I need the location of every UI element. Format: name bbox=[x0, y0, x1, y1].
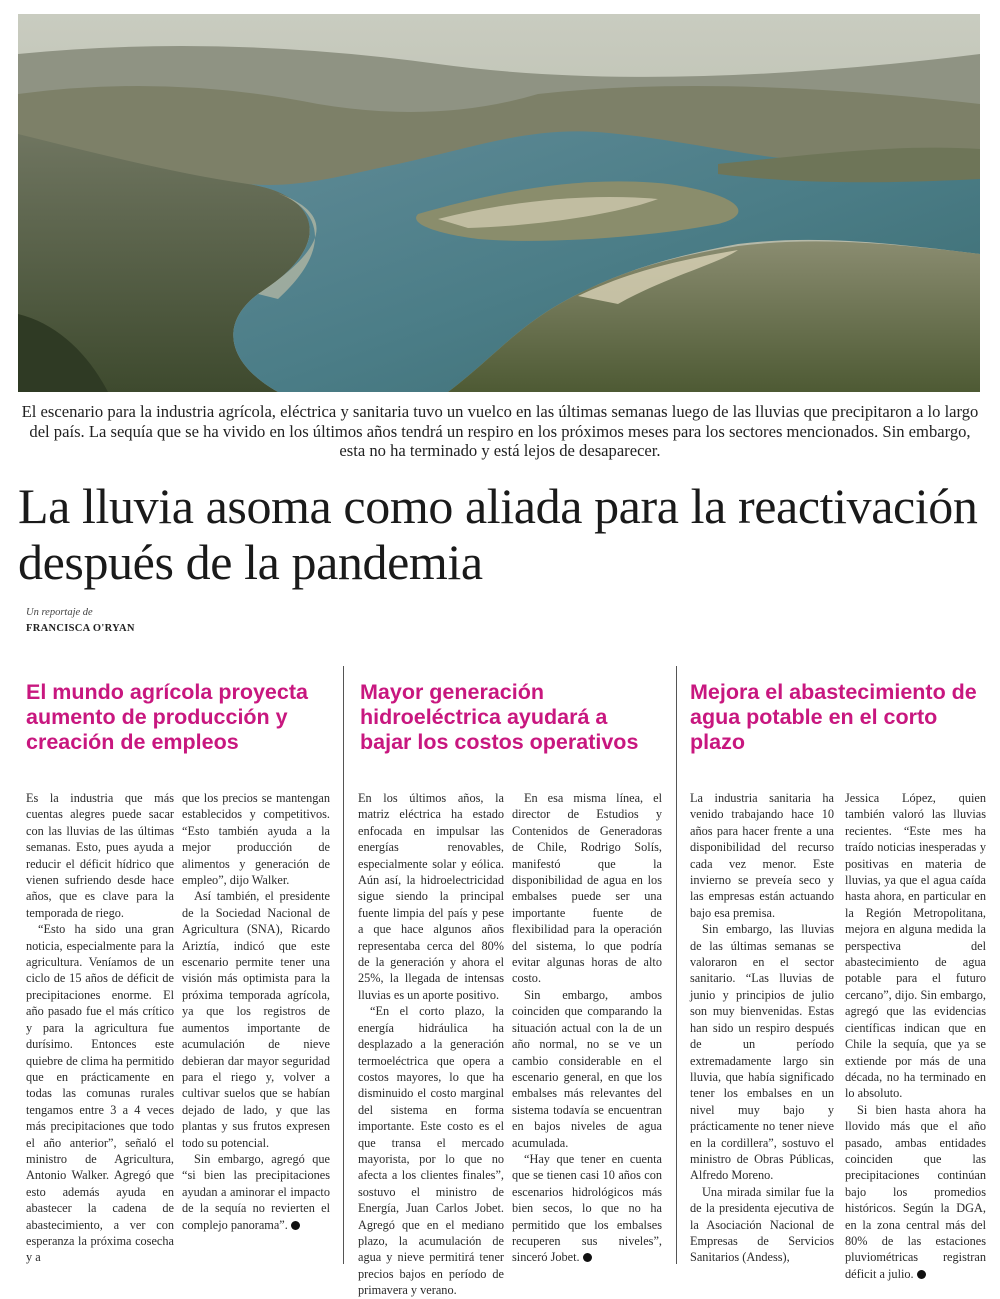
reservoir-photo-illustration bbox=[18, 14, 980, 392]
photo-caption: El escenario para la industria agrícola, eléctrica y sanitaria tuvo un vuelco en las últimas semanas luego de las lluvias que precipitaron a lo largo del país. La sequía que se ha vivido en los últimos años tendrá un respiro en los próximos meses para los sectores mencionados. Sin embargo, esta no ha terminado y está lejos de desaparecer. bbox=[21, 402, 979, 461]
section-heading-agriculture: El mundo agrícola proyecta aumento de producción y creación de empleos bbox=[26, 680, 308, 754]
paragraph-end bbox=[512, 1151, 662, 1266]
column-divider bbox=[343, 666, 344, 1264]
paragraph: Sin embargo, ambos coinciden que comparando la situación actual con la de un año normal, no se ve un cambio considerable en el escenario general, en que los embalses más relevantes del sistema todavía se encuentran en bajos niveles de agua acumulada. bbox=[512, 987, 662, 1150]
end-mark-icon bbox=[291, 1221, 300, 1230]
paragraph: En esa misma línea, el director de Estudios y Contenidos de Generadoras de Chile, Rodrigo Solís, manifestó que la disponibilidad de agua en los embalses puede ser una importante fuente de flexibilidad para la operación del sistema, lo que podría evitar algunas horas de alto costo. bbox=[512, 791, 662, 986]
paragraph: “Esto ha sido una gran noticia, especialmente para la agricultura. Veníamos de un ciclo de 15 años de déficit de precipitaciones enorme. El año pasado fue el más crítico y para la agricultura fue durísimo. Entonces este quiebre de clima ha permitido que en prácticamente en todas las comunas rurales tengamos entre 3 a 4 veces más precipitaciones que todo el año anterior”, señaló el ministro de Agricultura, Antonio Walker. Agregó que esto además ayuda en abastecer la cadena de abastecimiento, a ver con esperanza la próxima cosecha y a bbox=[26, 922, 174, 1265]
reservoir-aerial-photo bbox=[18, 14, 980, 392]
paragraph-end bbox=[182, 1151, 330, 1233]
article-column bbox=[512, 790, 662, 1265]
article-column bbox=[358, 790, 504, 1298]
section-heading-water: Mejora el abastecimiento de agua potable en el corto plazo bbox=[690, 680, 977, 754]
paragraph-text: Sin embargo, agregó que “si bien las precipitaciones ayudan a aminorar el impacto de la sequía no revierten el complejo panorama”. bbox=[182, 1151, 330, 1232]
article-column bbox=[690, 790, 834, 1265]
paragraph: Así también, el presidente de la Sociedad Nacional de Agricultura (SNA), Ricardo Ariztía, indicó que este escenario permite tener una visión más optimista para la próxima temporada agrícola, ya que los registros de aumentos importante de acumulación de nieve debieran dar mayor seguridad para el riego y, volver a cultivar suelos que se habían dejado de lado, y que las plantas y sus frutos expresen todo su potencial. bbox=[182, 889, 330, 1150]
byline-author: FRANCISCA O'RYAN bbox=[26, 623, 135, 634]
end-mark-icon bbox=[917, 1270, 926, 1279]
paragraph: Es la industria que más cuentas alegres puede sacar con las lluvias de las últimas semanas. Esto, pues ayuda a reducir el déficit hídrico que vienen sufriendo desde hace años, que es clave para la temporada de riego. bbox=[26, 791, 174, 920]
article-column bbox=[26, 790, 174, 1265]
end-mark-icon bbox=[583, 1253, 592, 1262]
byline-intro: Un reportaje de bbox=[26, 607, 93, 618]
paragraph: Sin embargo, las lluvias de las últimas semanas se valoraron en el sector sanitario. “Las lluvias de junio y principios de julio son muy bienvenidas. Estas han sido un respiro después de un período extremadamente largo sin lluvia, que había significado tener los embalses en un nivel muy bajo y prácticamente no tener nieve en la cordillera”, sostuvo el ministro de Obras Públicas, Alfredo Moreno. bbox=[690, 922, 834, 1183]
paragraph: que los precios se mantengan establecidos y competitivos. “Esto también ayuda a la mejor producción de alimentos y generación de empleo”, dijo Walker. bbox=[182, 791, 330, 888]
paragraph-text: “Hay que tener en cuenta que se tienen casi 10 años con escenarios hidrológicos más bien secos, lo que no ha permitido que los embalses recuperen sus niveles”, sinceró Jobet. bbox=[512, 1151, 662, 1265]
paragraph-end bbox=[845, 1102, 986, 1282]
paragraph: La industria sanitaria ha venido trabajando hace 10 años para hacer frente a una disponibilidad del recurso cada vez menor. Este invierno se preveía seco y las empresas están actuando bajo esa premisa. bbox=[690, 791, 834, 920]
article-column bbox=[845, 790, 986, 1281]
headline: La lluvia asoma como aliada para la reactivación después de la pandemia bbox=[18, 478, 978, 590]
paragraph: Jessica López, quien también valoró las lluvias recientes. “Este mes ha traído noticias inesperadas y positivas en materia de lluvias, ya que el agua caída hasta ahora, en particular en la Región Metropolitana, mejora en alguna medida la perspectiva del abastecimiento de agua potable para el futuro cercano”, dijo. Sin embargo, agregó que las evidencias científicas indican que en Chile la sequía, que ya se extiende por más de una década, no ha terminado en lo absoluto. bbox=[845, 791, 986, 1101]
section-heading-energy: Mayor generación hidroeléctrica ayudará a bajar los costos operativos bbox=[360, 680, 639, 754]
article-column bbox=[182, 790, 330, 1260]
paragraph: “En el corto plazo, la energía hidráulica ha desplazado a la generación termoeléctrica que opera a costos mayores, lo que ha disminuido el costo marginal del sistema en forma importante. Este costo es el que transa el mercado mayorista, por lo que no afecta a los clientes finales”, sostuvo el ministro de Energía, Juan Carlos Jobet. Agregó que en el mediano plazo, la acumulación de agua y nieve permitirá tener precios bajos en período de primavera y verano. bbox=[358, 1004, 504, 1298]
column-divider bbox=[676, 666, 677, 1264]
paragraph-text: Si bien hasta ahora ha llovido más que el año pasado, ambas entidades coinciden que las precipitaciones continúan bajo los promedios históricos. Según la DGA, en la zona central más del 80% de las estaciones pluviométricas registran déficit a julio. bbox=[845, 1102, 986, 1281]
paragraph: En los últimos años, la matriz eléctrica ha estado enfocada en impulsar las energías renovables, especialmente solar y eólica. Aún así, la hidroelectricidad sigue siendo la principal fuente limpia del país y pese a que hace algunos años representaba cerca del 80% de la generación y ahora el 25%, la llegada de intensas lluvias es un aporte positivo. bbox=[358, 791, 504, 1002]
paragraph: Una mirada similar fue la de la presidenta ejecutiva de la Asociación Nacional de Empresas de Servicios Sanitarios (Andess), bbox=[690, 1184, 834, 1265]
